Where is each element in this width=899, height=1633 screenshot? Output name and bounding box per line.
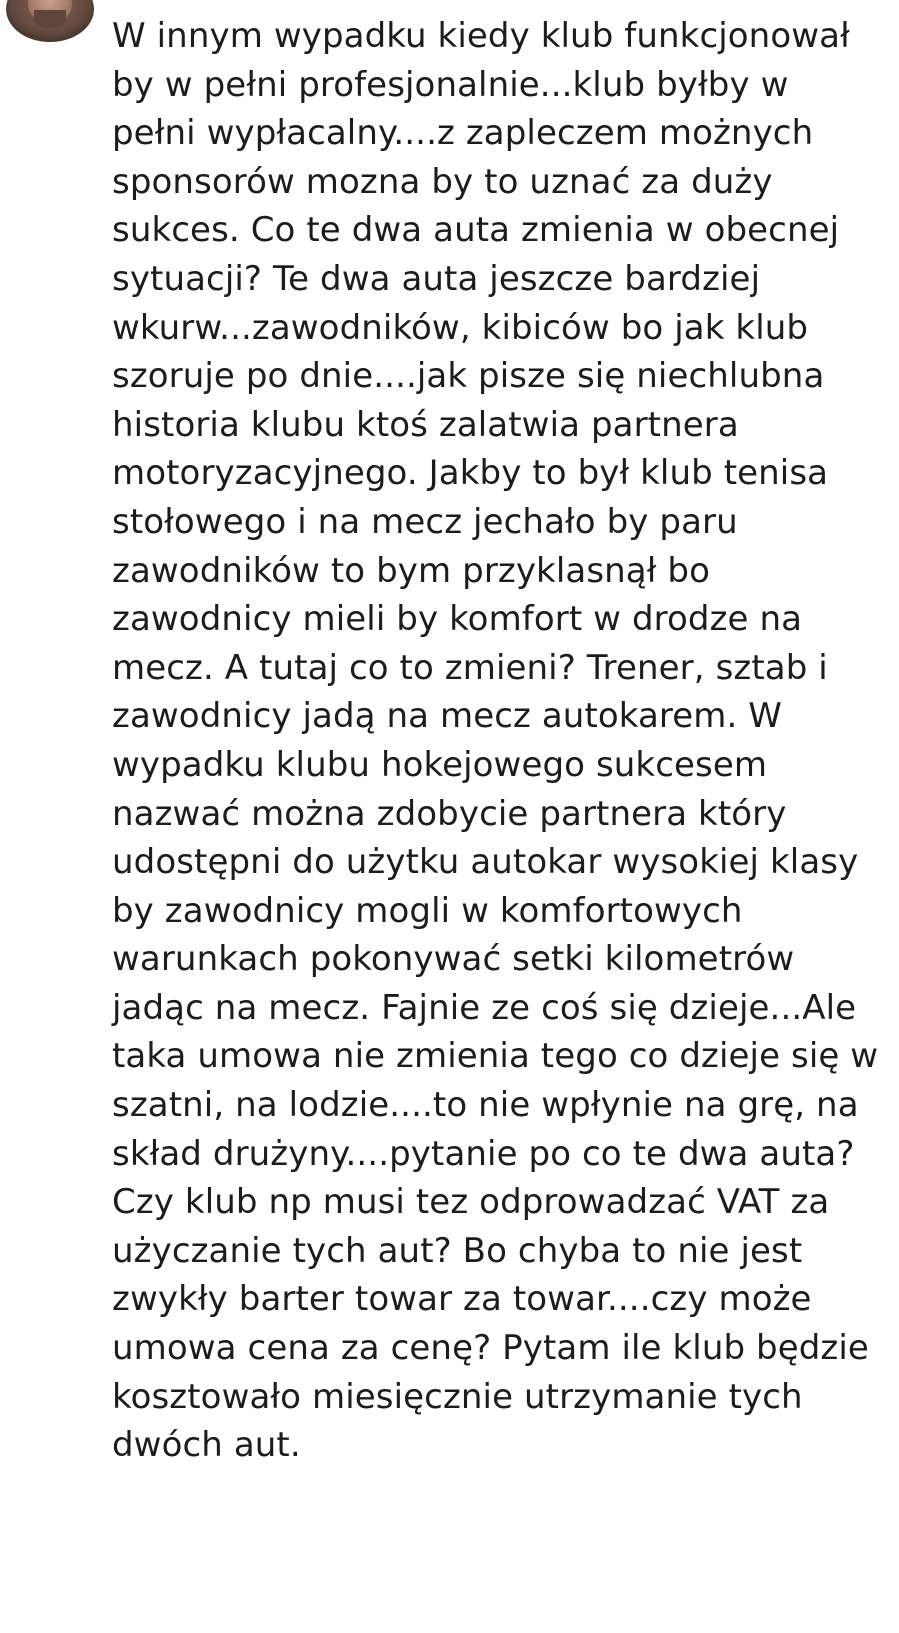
comment-text: W innym wypadku kiedy klub funkcjonował by w pełni profesjonalnie...klub byłby w pełni wypłacalny....z zapleczem możnych sponsorów mozna by to uznać za duży sukces. Co te dwa auta zmienia w obecnej sytuacji? Te dwa auta jeszcze bardziej wkurw...zawodników, kibiców bo jak klub szoruje po dnie....jak pisze się niechlubna historia klubu ktoś zalatwia partnera motoryzacyjnego. Jakby to był klub tenisa stołowego i na mecz jechało by paru zawodników to bym przyklasnął bo zawodnicy mieli by komfort w drodze na mecz. A tutaj co to zmieni? Trener, sztab i zawodnicy jadą na mecz autokarem. W wypadku klubu hokejowego sukcesem nazwać można zdobycie partnera który udostępni do użytku autokar wysokiej klasy by zawodnicy mogli w komfortowych warunkach pokonywać setki kilometrów jadąc na mecz. Fajnie ze coś się dzieje...Ale taka umowa nie zmienia tego co dzieje się w szatni, na lodzie....to nie wpłynie na grę, na skład drużyny....pytanie po co te dwa auta? Czy klub np musi tez odprowadzać VAT za użyczanie tych aut? Bo chyba to nie jest zwykły barter towar za towar....czy może umowa cena za cenę? Pytam ile klub będzie kosztowało miesięcznie utrzymanie tych dwóch aut.: [112, 16, 879, 1466]
avatar-beard: [34, 10, 66, 28]
avatar[interactable]: [6, 0, 94, 42]
